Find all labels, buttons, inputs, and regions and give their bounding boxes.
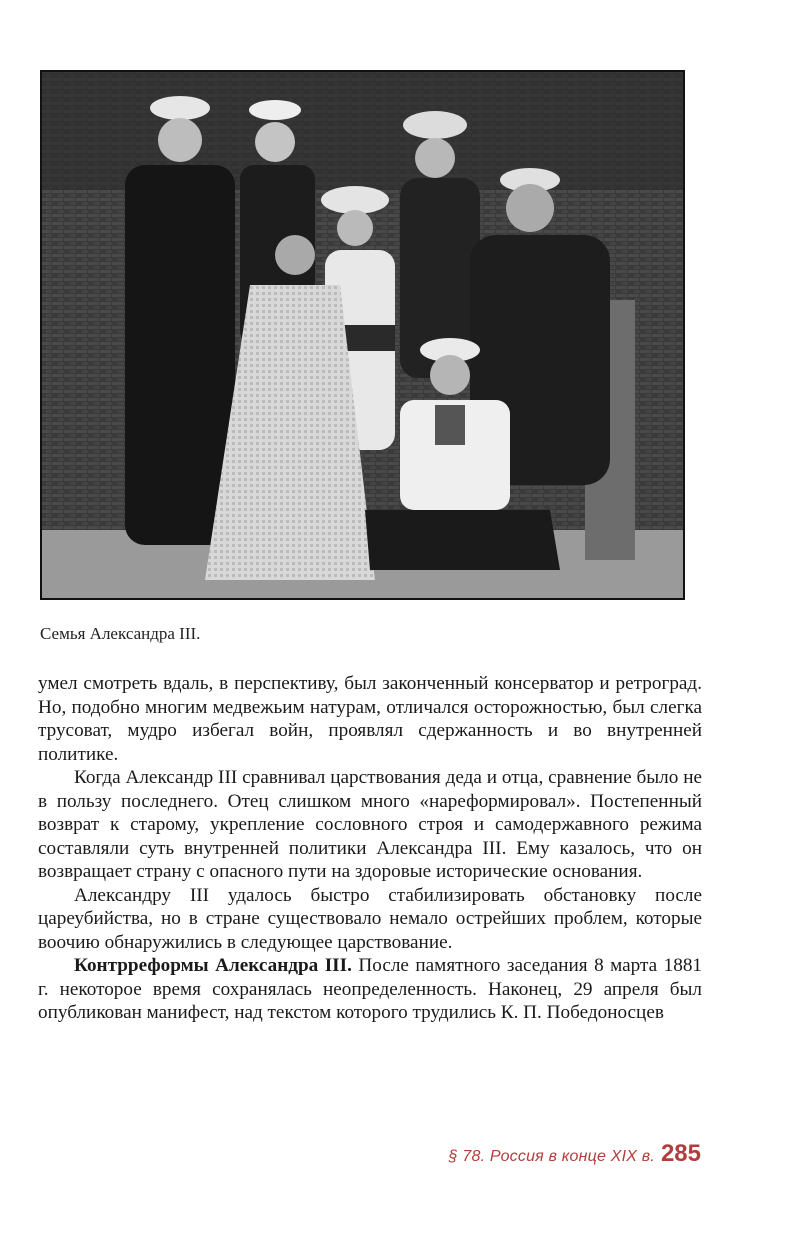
family-photo-image [40,70,685,600]
paragraph-3: Александру III удалось быстро стабилизировать обстановку после цареубийства, но в стране существовало немало острейших проблем, которые воочию обнаружились в следующее царствование. [38,884,702,953]
family-photo [40,70,685,600]
paragraph-1: умел смотреть вдаль, в перспективу, был законченный консерватор и ретроград. Но, подобно многим медвежьим натурам, отличался осторожностью, был слегка трусоват, мудро избегал войн, проявлял сдержанность и во внутренней политике. [38,673,702,765]
paragraph-4 [38,954,702,1025]
page-number: 285 [660,1140,701,1167]
page-footer [385,1140,701,1168]
photo-caption: Семья Александра III. [40,624,201,643]
paragraph-2: Когда Александр III сравнивал царствования деда и отца, сравнение было не в пользу последнего. Отец слишком много «нареформировал». Постепенный возврат к старому, укрепление сословного строя и самодержавного режима составляли суть внутренней политики Александра III. Ему казалось, что он возвращает страну с опасного пути на здоровые исторические основания. [38,767,702,882]
paragraph-4-text: После памятного заседания 8 марта 1881 г. некоторое время сохранялась неопределенность. Наконец, 29 апреля был опубликован манифест, над текстом которого трудились К. П. Победоносцев [38,955,703,1023]
section-heading: Контрреформы Александра III. [74,955,352,976]
running-section-title: § 78. Россия в конце XIX в. [448,1148,655,1165]
body-text [38,672,702,1025]
